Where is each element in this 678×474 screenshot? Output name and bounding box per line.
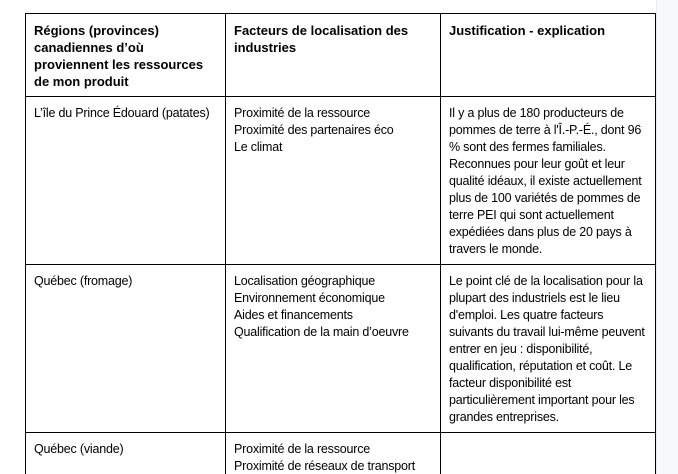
factor-line: Le climat <box>234 140 283 154</box>
table-row <box>26 265 656 433</box>
factor-line: Qualification de la main d’oeuvre <box>234 325 409 339</box>
factor-line: Proximité de la ressource <box>234 106 371 120</box>
localization-factors-table <box>25 13 656 474</box>
factor-line: Proximité de réseaux de transport <box>234 459 415 473</box>
table-row <box>26 97 656 265</box>
justification-cell: Il y a plus de 180 producteurs de pommes de terre à l'Î.-P.-É., dont 96 % sont des fermes familiales. Reconnues pour leur goût et leur qualité idéaux, il existe actuellement plus de 100 variétés de pommes de terre PEI qui sont actuellement expédiées dans plus de 20 pays à travers le monde. <box>441 97 656 265</box>
factors-cell <box>226 97 441 265</box>
table-row <box>26 433 656 474</box>
region-cell: L’île du Prince Édouard (patates) <box>26 97 226 265</box>
justification-cell <box>441 433 656 474</box>
factors-cell <box>226 265 441 433</box>
justification-cell: Le point clé de la localisation pour la plupart des industriels est le lieu d'emploi. Les quatre facteurs suivants du travail lui-même peuvent entrer en jeu : disponibilité, qualification, réputation et coût. Le facteur disponibilité est particulièrement important pour les grandes entreprises. <box>441 265 656 433</box>
factor-line: Aides et financements <box>234 308 353 322</box>
page-edge-strip <box>656 0 678 474</box>
factors-cell <box>226 433 441 474</box>
col-header-regions: Régions (provinces) canadiennes d’où proviennent les ressources de mon produit <box>26 14 226 97</box>
header-row <box>26 14 656 97</box>
region-cell: Québec (fromage) <box>26 265 226 433</box>
factor-line: Proximité des partenaires éco <box>234 123 394 137</box>
factor-line: Localisation géographique <box>234 274 375 288</box>
factor-line: Environnement économique <box>234 291 385 305</box>
col-header-justification: Justification - explication <box>441 14 656 97</box>
factor-line: Proximité de la ressource <box>234 442 371 456</box>
col-header-factors: Facteurs de localisation des industries <box>226 14 441 97</box>
region-cell: Québec (viande) <box>26 433 226 474</box>
